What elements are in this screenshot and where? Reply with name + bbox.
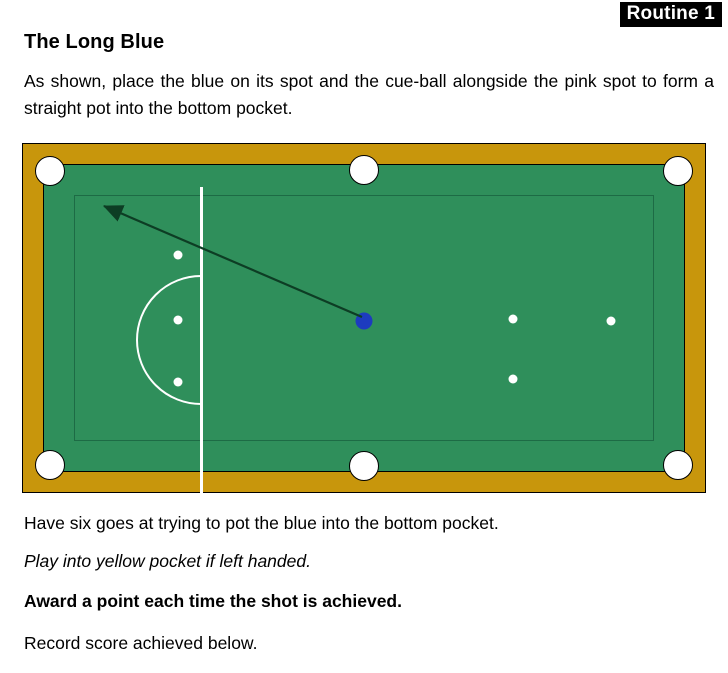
intro-paragraph: As shown, place the blue on its spot and the cue-ball alongside the pink spot to form a straight pot into the bottom pocket.	[24, 71, 714, 118]
snooker-table-diagram	[22, 143, 706, 493]
pot-direction-arrow-icon	[22, 143, 706, 493]
instruction-record: Record score achieved below.	[24, 633, 258, 653]
instruction-award: Award a point each time the shot is achieved.	[24, 591, 402, 611]
instruction-left-handed: Play into yellow pocket if left handed.	[24, 551, 311, 571]
routine-badge: Routine 1	[620, 2, 722, 27]
page-title: The Long Blue	[24, 31, 165, 53]
instruction-goes: Have six goes at trying to pot the blue into the bottom pocket.	[24, 513, 499, 533]
